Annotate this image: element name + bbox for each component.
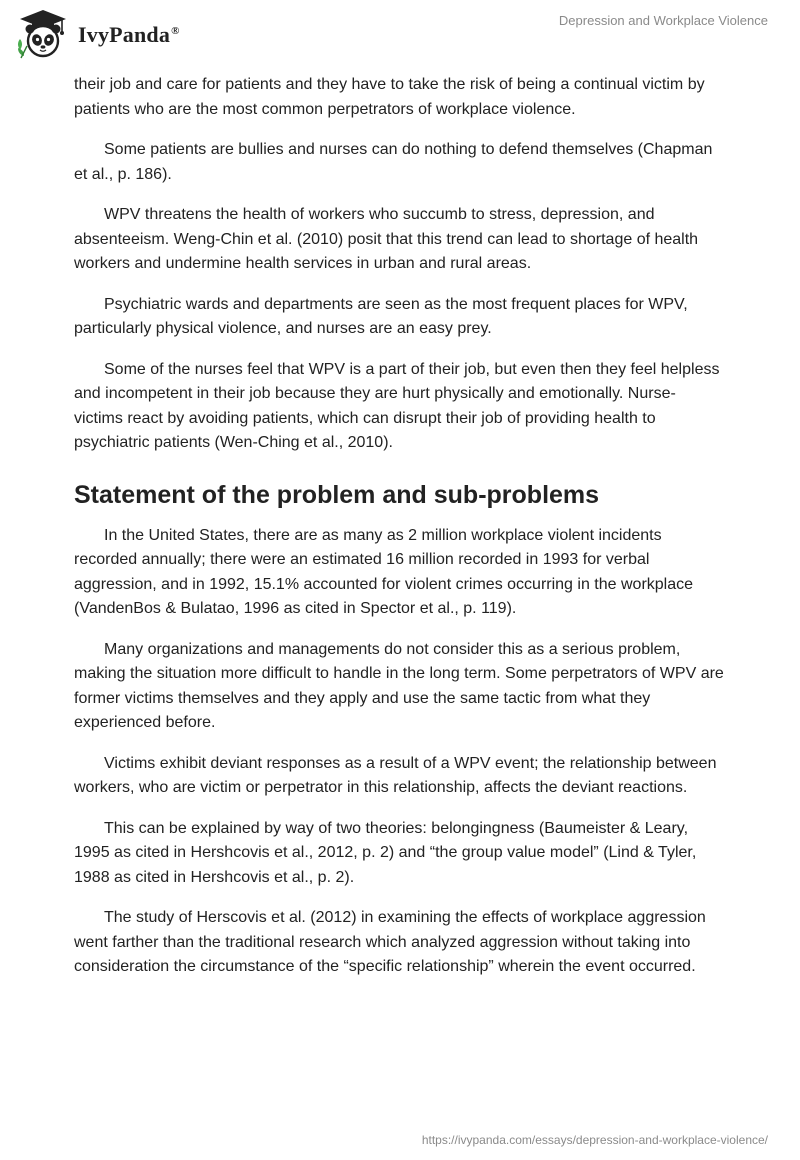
- ivypanda-logo[interactable]: [14, 6, 180, 64]
- essay-content: [74, 73, 724, 996]
- paragraph: The study of Herscovis et al. (2012) in examining the effects of workplace aggression went farther than the traditional research which analyzed aggression without taking into consideration the circumstance of the “specific relationship” wherein the event occurred.: [74, 909, 706, 975]
- panda-graduate-icon: [14, 6, 72, 64]
- paragraph: This can be explained by way of two theories: belongingness (Baumeister & Leary, 1995 as cited in Hershcovis et al., 2012, p. 2) and “the group value model” (Lind & Tyler, 1988 as cited in Hershcovis et al., p. 2).: [74, 819, 697, 886]
- paragraph: Some of the nurses feel that WPV is a part of their job, but even then they feel helpless and incompetent in their job because they are hurt physically and emotionally. Nurse-victims react by avoiding patients, which can disrupt their job of providing health to psychiatric patients (Wen-Ching et al., 2010).: [74, 360, 720, 451]
- document-title: Depression and Workplace Violence: [558, 13, 768, 28]
- paragraph: their job and care for patients and they have to take the risk of being a continual victim by patients who are the most common perpetrators of workplace violence.: [74, 76, 705, 118]
- paragraph: Some patients are bullies and nurses can do nothing to defend themselves (Chapman et al., p. 186).: [74, 141, 713, 183]
- paragraph: Victims exhibit deviant responses as a result of a WPV event; the relationship between workers, who are victim or perpetrator in this relationship, affects the deviant reactions.: [74, 754, 717, 796]
- page-header: [0, 0, 800, 70]
- source-url[interactable]: https://ivypanda.com/essays/depression-and-workplace-violence/: [421, 1133, 768, 1147]
- paragraph: Many organizations and managements do not consider this as a serious problem, making the situation more difficult to handle in the long term. Some perpetrators of WPV are former victims themselves and they apply and use the same tactic from what they experienced before.: [74, 640, 724, 731]
- section-heading: Statement of the problem and sub-problems: [74, 480, 600, 509]
- paragraph: In the United States, there are as many as 2 million workplace violent incidents recorded annually; there were an estimated 16 million recorded in 1993 for verbal aggression, and in 1992, 15.1% accounted for violent crimes occurring in the workplace (VandenBos & Bulatao, 1996 as cited in Spector et al., p. 119).: [74, 526, 694, 617]
- paragraph: Psychiatric wards and departments are seen as the most frequent places for WPV, particularly physical violence, and nurses are an easy prey.: [74, 295, 688, 337]
- logo-wordmark: IvyPanda®: [78, 22, 180, 47]
- paragraph: WPV threatens the health of workers who succumb to stress, depression, and absenteeism. Weng-Chin et al. (2010) posit that this trend can lead to shortage of health workers and undermine health services in urban and rural areas.: [74, 206, 699, 272]
